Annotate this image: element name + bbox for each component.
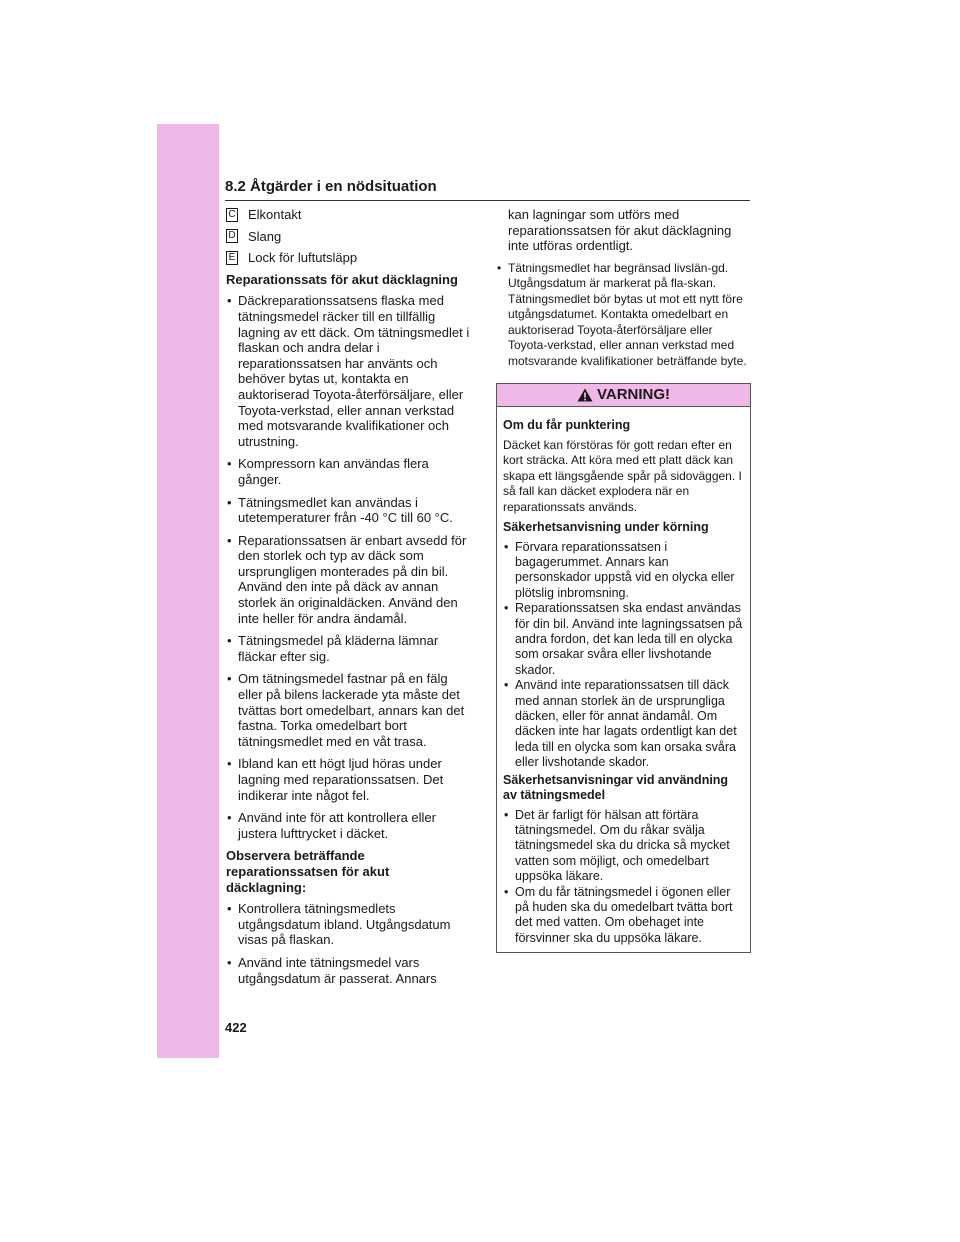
list-item: • Använd inte reparationssatsen till däck med annan storlek än de ursprungliga däcken, eller för annat ändamål. Om däcken inte har lagats ordentligt kan det leda till en olycka som kan orsaka svåra eller livshotande skador. bbox=[503, 678, 744, 770]
warning-body bbox=[497, 407, 750, 952]
warning-subheading: Om du får punktering bbox=[503, 418, 631, 433]
legend-label: Elkontakt bbox=[248, 207, 302, 222]
list-item: • Tätningsmedel på kläderna lämnar fläckar efter sig. bbox=[226, 633, 472, 664]
warning-header bbox=[497, 384, 750, 407]
warning-box bbox=[496, 383, 751, 953]
list-item: • Det är farligt för hälsan att förtära tätningsmedel. Om du råkar svälja tätningsmedel ska du dricka så mycket vatten som möjligt, och omedelbart uppsöka läkare. bbox=[503, 808, 744, 885]
legend-item bbox=[226, 229, 472, 245]
observe-list bbox=[226, 901, 472, 986]
legend-item bbox=[226, 250, 472, 266]
list-item: • Förvara reparationssatsen i bagagerummet. Annars kan personskador uppstå vid en olycka eller plötslig inbromsning. bbox=[503, 540, 744, 602]
list-item: • Om tätningsmedel fastnar på en fälg eller på bilens lackerade yta måste det tvättas bort omedelbart, annars kan det fastna. Torka omedelbart bort tätningsmedlet med en våt trasa. bbox=[226, 671, 472, 749]
list-item: • Använd inte för att kontrollera eller justera lufttrycket i däcket. bbox=[226, 810, 472, 841]
sealant-safety-list bbox=[503, 808, 744, 947]
continued-text: kan lagningar som utförs med reparationssatsen för akut däcklagning inte utföras ordentligt. bbox=[508, 207, 732, 254]
observe-heading: Observera beträffande reparationssatsen för akut däcklagning: bbox=[226, 848, 390, 895]
warning-title: VARNING! bbox=[596, 386, 671, 404]
warning-text: Däcket kan förstöras för gott redan efter en kort sträcka. Att köra med ett platt däck kan skapa ett längsgående spår på sidoväggen. I så fall kan däcket explodera när en reparationssats används. bbox=[503, 437, 742, 514]
driving-safety-list bbox=[503, 540, 744, 771]
key-c-label: C bbox=[226, 208, 238, 222]
key-e-label: E bbox=[226, 251, 238, 265]
list-item: • Tätningsmedlet kan användas i utetemperaturer från -40 °C till 60 °C. bbox=[226, 495, 472, 526]
repair-kit-list bbox=[226, 293, 472, 841]
warning-subheading: Säkerhetsanvisningar vid användning av tätningsmedel bbox=[503, 772, 729, 803]
sealant-list bbox=[496, 261, 751, 370]
list-item: • Använd inte tätningsmedel vars utgångsdatum är passerat. Annars bbox=[226, 955, 472, 986]
right-column bbox=[496, 207, 751, 953]
legend-item bbox=[226, 207, 472, 223]
list-item: • Reparationssatsen ska endast användas för din bil. Använd inte lagningssatsen på andra fordon, det kan leda till en olycka som orsakar svåra eller livshotande skador. bbox=[503, 601, 744, 678]
list-item: • Däckreparationssatsens flaska med tätningsmedel räcker till en tillfällig lagning av ett däck. Om tätningsmedlet i flaskan och andra delar i reparationssatsen har använts och behöver bytas ut, kontakta en auktoriserad Toyota-återförsäljare, eller Toyota-verkstad, eller annan verkstad med motsvarande kvalifikationer och utrustning. bbox=[226, 293, 472, 449]
left-column bbox=[226, 207, 472, 993]
list-item: • Kontrollera tätningsmedlets utgångsdatum ibland. Utgångsdatum visas på flaskan. bbox=[226, 901, 472, 948]
chapter-tab-margin bbox=[157, 124, 219, 1058]
list-item: • Reparationssatsen är enbart avsedd för den storlek och typ av däck som ursprungligen monterades på din bil. Använd den inte på däck av annan storlek än originaldäcken. Använd den inte heller för andra ändamål. bbox=[226, 533, 472, 627]
repair-kit-heading: Reparationssats för akut däcklagning bbox=[226, 271, 458, 287]
key-d-label: D bbox=[226, 229, 238, 243]
page-number: 422 bbox=[225, 1020, 247, 1035]
section-header: 8.2 Åtgärder i en nödsituation bbox=[225, 178, 750, 201]
list-item: • Tätningsmedlet har begränsad livslän-gd. Utgångsdatum är markerat på fla-skan. Tätningsmedlet bör bytas ut mot ett nytt före utgångsdatumet. Kontakta omedelbart en auktoriserad Toyota-återförsäljare eller Toyota-verkstad, eller annan verkstad med motsvarande kvalifikationer beträffande byte. bbox=[496, 261, 751, 370]
legend-label: Slang bbox=[248, 228, 282, 244]
warning-subheading: Säkerhetsanvisning under körning bbox=[503, 520, 709, 535]
legend-label: Lock för luftutsläpp bbox=[248, 250, 358, 266]
list-item: • Om du får tätningsmedel i ögonen eller på huden ska du omedelbart tvätta bort det med vatten. Om obehaget inte försvinner ska du uppsöka läkare. bbox=[503, 885, 744, 947]
list-item: • Ibland kan ett högt ljud höras under lagning med reparationssatsen. Det indikerar inte något fel. bbox=[226, 756, 472, 803]
list-item: • Kompressorn kan användas flera gånger. bbox=[226, 456, 472, 487]
warning-triangle-icon bbox=[577, 388, 593, 402]
